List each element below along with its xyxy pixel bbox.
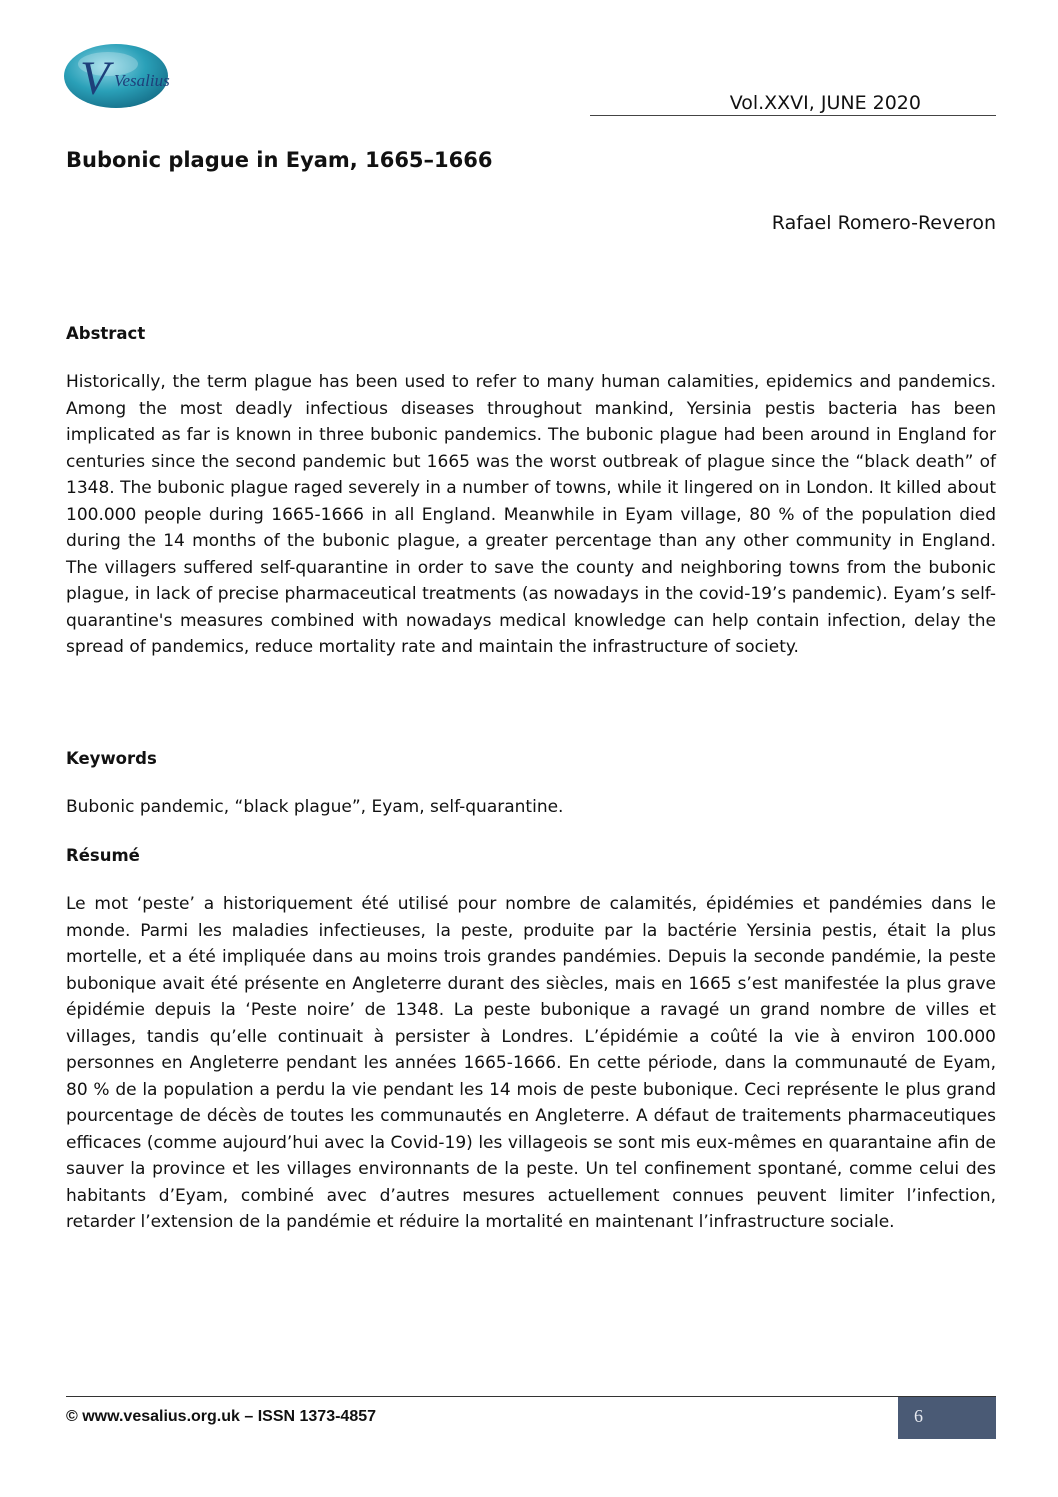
keywords-heading: Keywords xyxy=(66,749,157,768)
svg-text:V: V xyxy=(80,52,110,105)
abstract-heading: Abstract xyxy=(66,324,146,343)
resume-text: Le mot ‘peste’ a historiquement été utilisé pour nombre de calamités, épidémies et pandémies dans le monde. Parmi les maladies infectieuses, la peste, produite par la bactérie Yersinia pestis, était la plus mortelle, et a été impliquée dans au moins trois grandes pandémies. Depuis la seconde pandémie, la peste bubonique avait été présente en Angleterre durant des siècles, mais en 1665 s’est manifestée la plus grave épidémie depuis la ‘Peste noire’ de 1348. La peste bubonique a ravagé un grand nombre de villes et villages, tandis qu’elle continuait à persister à Londres. L’épidémie a coûté la vie à environ 100.000 personnes en Angleterre pendant les années 1665-1666. En cette période, dans la communauté de Eyam, 80 % de la population a perdu la vie pendant les 14 mois de peste bubonique. Ceci représente le plus grand pourcentage de décès de toutes les communautés en Angleterre. A défaut de traitements pharmaceutiques efficaces (comme aujourd’hui avec la Covid-19) les villageois se sont mis eux-mêmes en quarantaine afin de sauver la province et les villages environnants de la peste. Un tel confinement spontané, comme celui des habitants d’Eyam, combiné avec d’autres mesures actuellement connues peuvent limiter l’infection, retarder l’extension de la pandémie et réduire la mortalité en maintenant l’infrastructure sociale. xyxy=(66,894,996,1232)
resume-heading: Résumé xyxy=(66,846,140,865)
volume-label: Vol.XXVI, JUNE 2020 xyxy=(729,92,921,114)
logo-text: Vesalius xyxy=(114,71,170,90)
abstract-text: Historically, the term plague has been used to refer to many human calamities, epidemics and pandemics. Among the most deadly infectious diseases throughout mankind, Yersinia pestis bacteria has been implicated as far is known in three bubonic pandemics. The bubonic plague had been around in England for centuries since the second pandemic but 1665 was the worst outbreak of plague since the “black death” of 1348. The bubonic plague raged severely in a number of towns, while it lingered on in London. It killed about 100.000 people during 1665-1666 in all England. Meanwhile in Eyam village, 80 % of the population died during the 14 months of the bubonic plague, a greater percentage than any other community in England. The villagers suffered self-quarantine in order to save the county and neighboring towns from the bubonic plague, in lack of precise pharmaceutical treatments (as nowadays in the covid-19’s pandemic). Eyam’s self-quarantine's measures combined with nowadays medical knowledge can help contain infection, delay the spread of pandemics, reduce mortality rate and maintain the infrastructure of society. xyxy=(66,372,997,657)
footer-divider xyxy=(66,1396,996,1397)
page-number: 6 xyxy=(914,1406,923,1426)
header-divider xyxy=(590,115,996,116)
footer-copyright: © www.vesalius.org.uk – ISSN 1373-4857 xyxy=(66,1408,377,1425)
page-number-box xyxy=(898,1397,996,1439)
vesalius-logo xyxy=(62,38,184,110)
keywords-text: Bubonic pandemic, “black plague”, Eyam, self-quarantine. xyxy=(66,797,564,817)
author-name: Rafael Romero-Reveron xyxy=(771,212,996,234)
article-title: Bubonic plague in Eyam, 1665–1666 xyxy=(66,148,493,172)
